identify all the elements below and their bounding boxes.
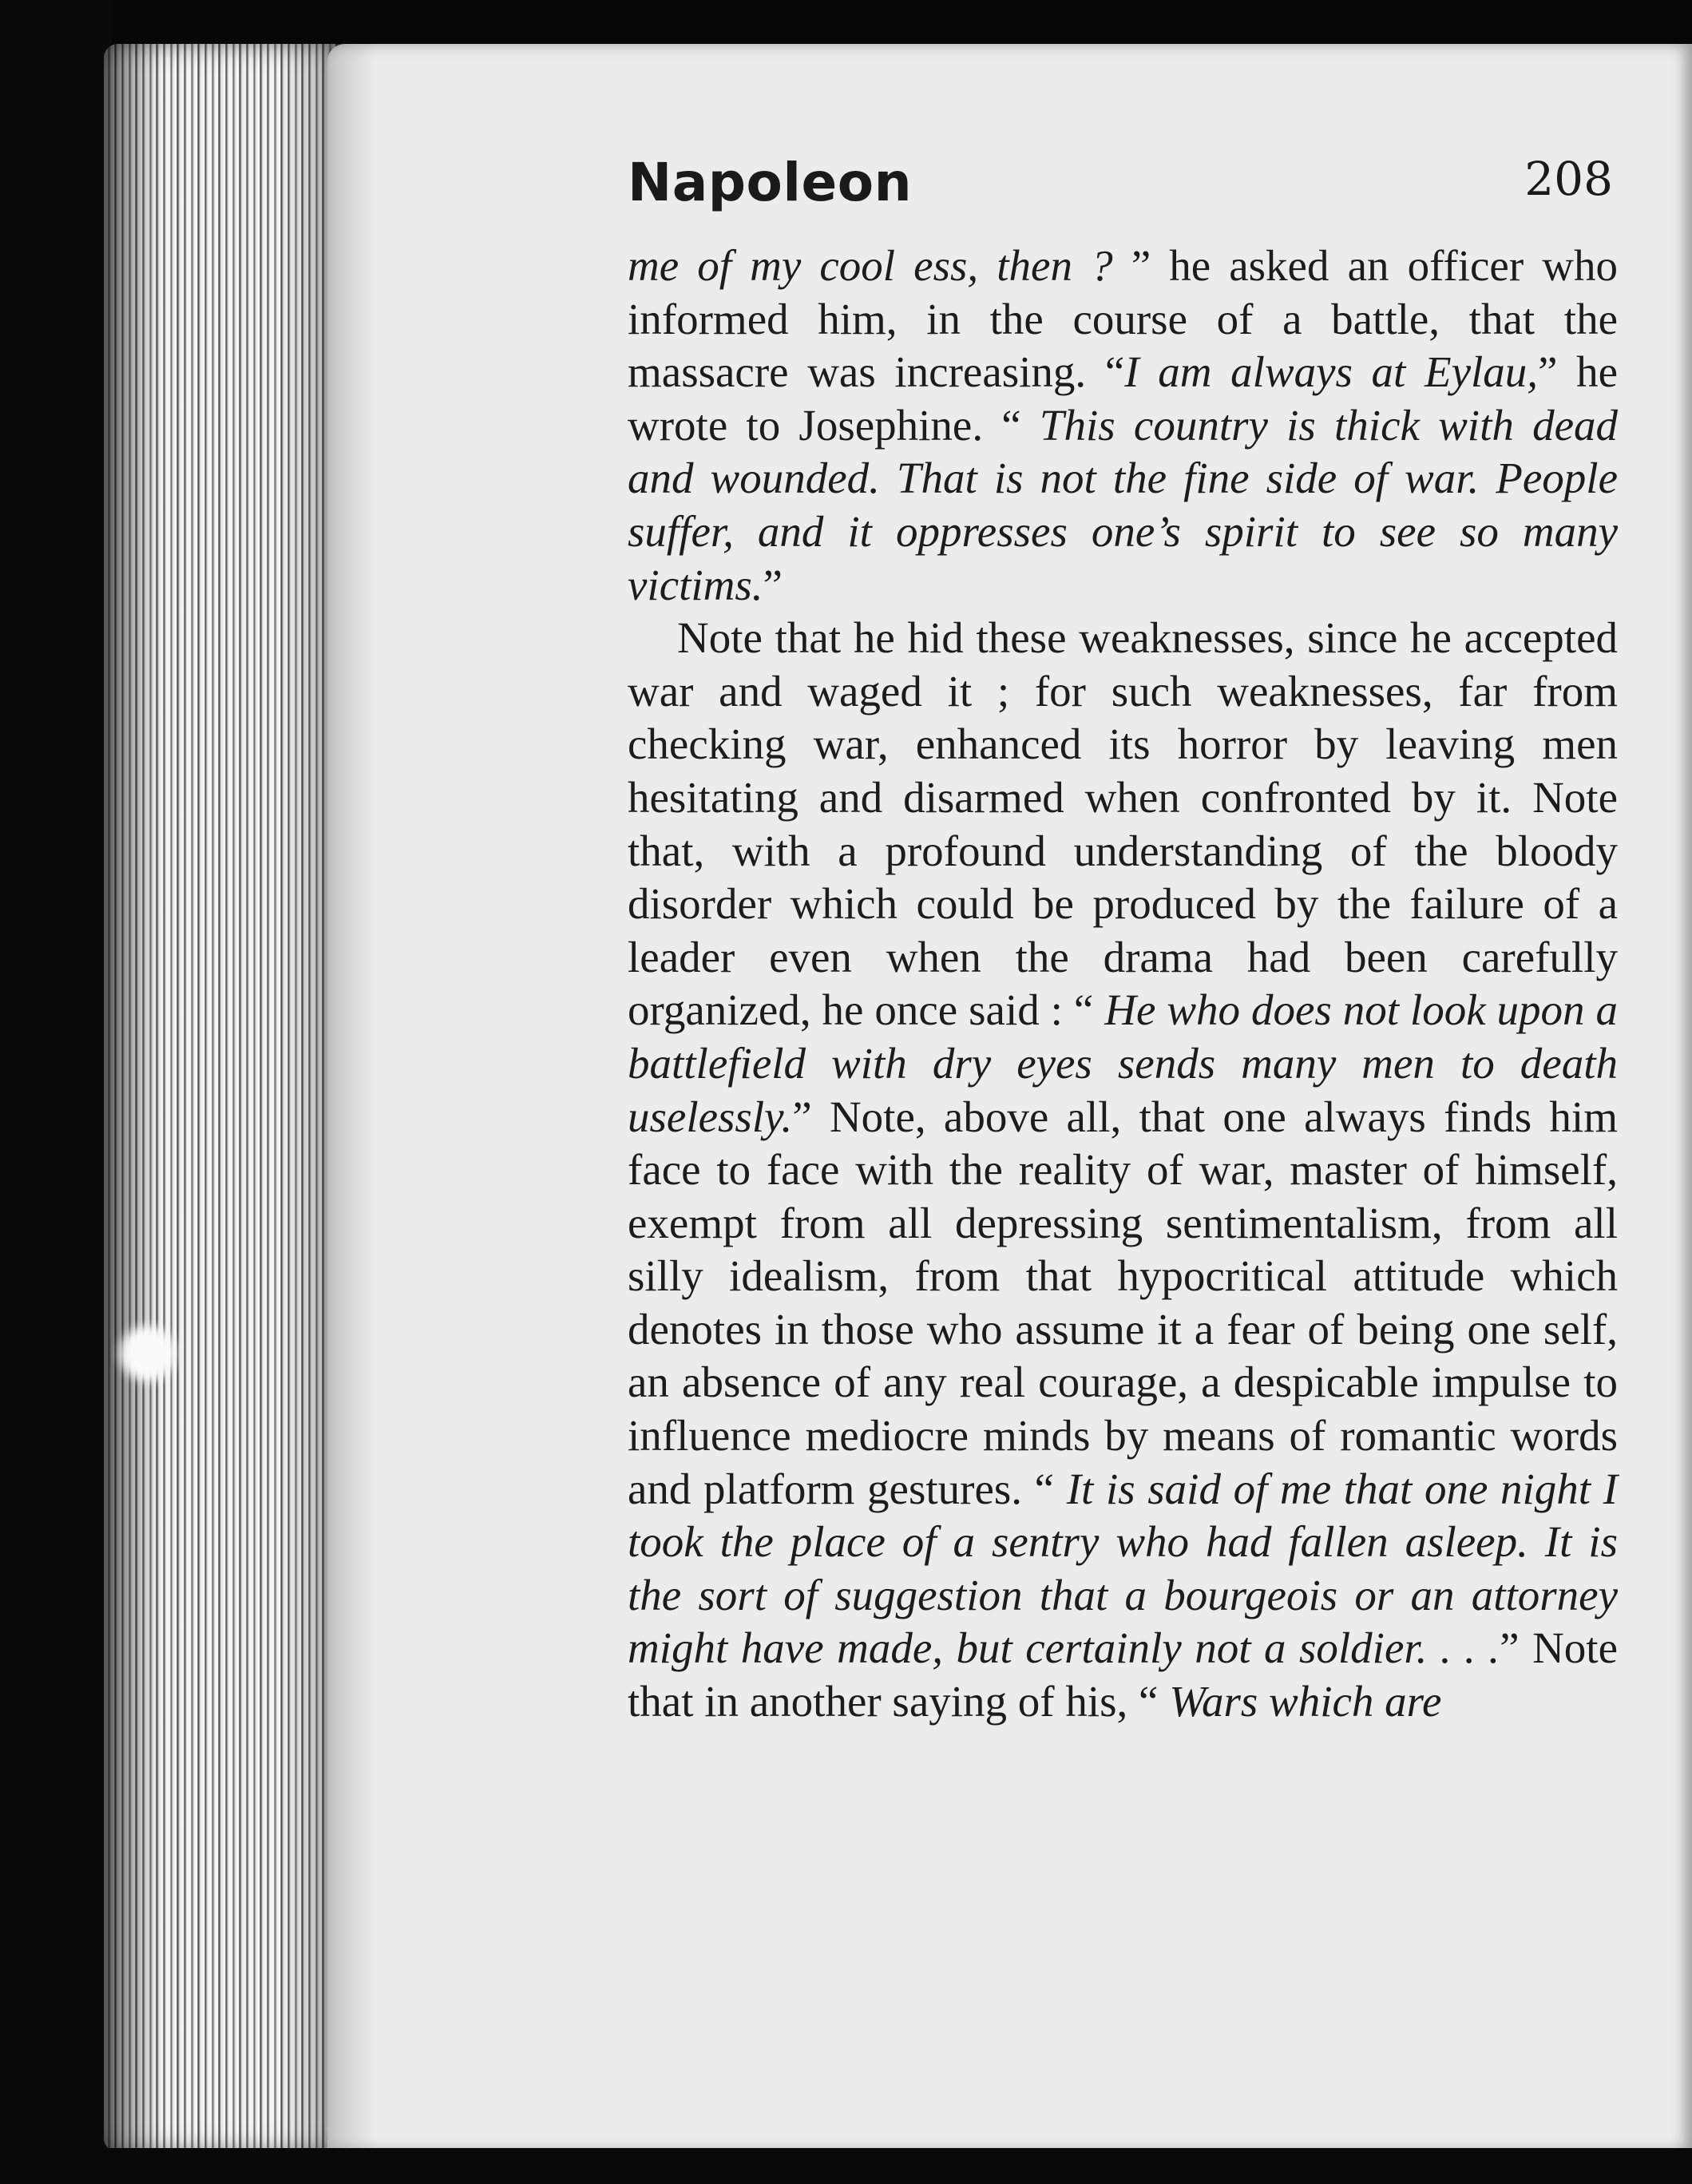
- text-segment: ” Note that in another saying of his, “: [628, 1623, 1618, 1726]
- text-segment: ” he asked an officer who informed him, in the course of a battle, that the massacre was increasing. “: [628, 241, 1618, 397]
- text-segment: Note that he hid these weaknesses, since he accepted war and waged it ; for such weaknesses, far from checking war, enhanced its horror by leaving men hesitating and disarmed when confronted by it. Note that, with a profound understanding of the bloody disorder which could be produced by the failure of a leader even when the drama had been carefully organized, he once said : “: [628, 613, 1618, 1035]
- scan-bottom-border: [0, 2148, 1692, 2184]
- text-segment: I am always at Eylau,: [1124, 347, 1539, 397]
- text-segment: He who does not look upon a battlefield with dry eyes sends many men to death uselessly.: [628, 985, 1618, 1141]
- paragraph-2: [628, 612, 1618, 1728]
- text-segment: ” Note, above all, that one always finds him face to face with the reality of war, master of himself, exempt from all depressing sentimentalism, from all silly idealism, from that hypocritical attitude which denotes in those who assume it a fear of being one self, an absence of any real courage, a despicable impulse to influence mediocre minds by means of romantic words and platform gestures. “: [628, 1092, 1618, 1513]
- book-page-edges: [104, 44, 335, 2152]
- page-edge-highlight: [120, 1326, 176, 1381]
- scan-left-background: [0, 0, 112, 2184]
- text-segment: Wars which are: [1169, 1677, 1442, 1726]
- page-header: [628, 152, 1613, 224]
- running-title: Napoleon: [628, 152, 913, 213]
- scan-top-border: [0, 0, 1692, 46]
- page-number: 208: [1524, 152, 1613, 206]
- text-segment: It is said of me that one night I took the place of a sentry who had fallen asleep. It is the sort of suggestion that a bourgeois or an attorney might have made, but certainly not a soldier. . . .: [628, 1464, 1618, 1673]
- paragraph-1: [628, 240, 1618, 612]
- body-text: [628, 240, 1618, 1729]
- text-segment: This country is thick with dead and wounded. That is not the fine side of war. People suffer, and it oppresses one’s spirit to see so many victims.: [628, 400, 1618, 609]
- text-segment: me of my cool ess, then ?: [628, 241, 1131, 290]
- text-segment: ”: [763, 560, 783, 609]
- text-segment: ” he wrote to Josephine. “: [628, 347, 1619, 450]
